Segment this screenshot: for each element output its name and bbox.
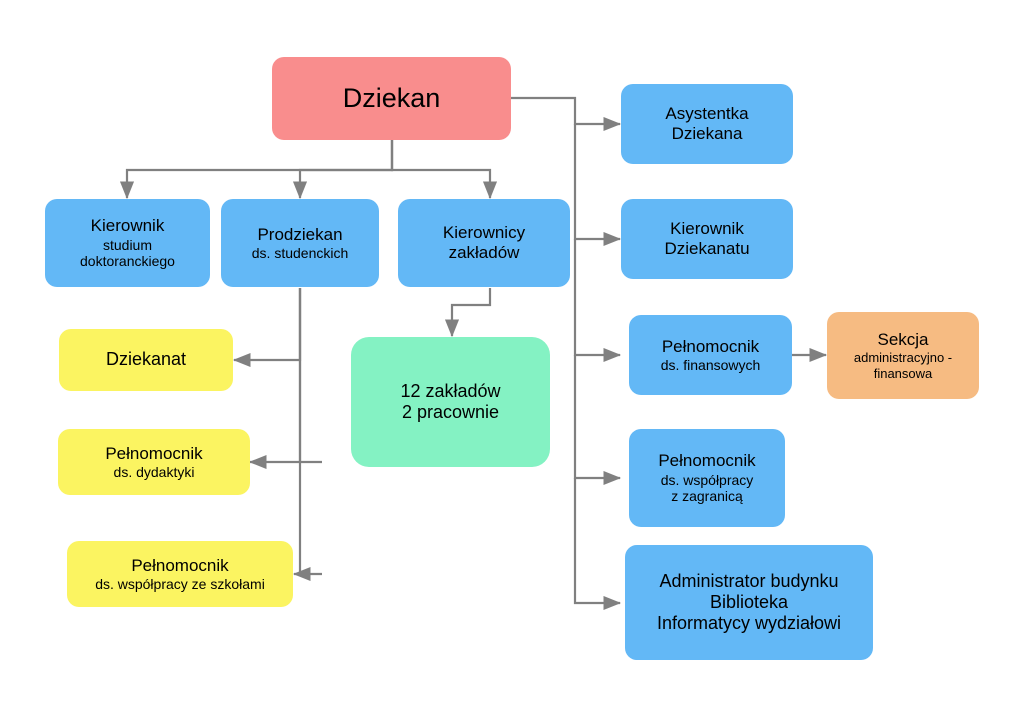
node-dziekanat-line1: Dziekanat <box>105 349 187 370</box>
node-pelnomocnik-dydaktyki-line2: ds. dydaktyki <box>113 463 195 480</box>
node-pelnomocnik-finansowych[interactable] <box>629 315 792 395</box>
node-kierownicy-zakladow-line1: Kierownicy <box>442 222 526 242</box>
node-sekcja-line2: administracyjno - <box>853 350 953 366</box>
node-zaklady-pracownie[interactable] <box>351 337 550 467</box>
node-sekcja-administracyjno-finansowa[interactable] <box>827 312 979 399</box>
node-pelnomocnik-szkoly-line2: ds. współpracy ze szkołami <box>95 575 265 592</box>
node-administrator-line2: Biblioteka <box>709 591 789 612</box>
node-kierownicy-zakladow[interactable] <box>398 199 570 287</box>
node-pelnomocnik-dydaktyki-line1: Pełnomocnik <box>105 443 203 463</box>
node-asystentka-line1: Asystentka <box>665 103 749 123</box>
node-pelnomocnik-dydaktyki[interactable] <box>58 429 250 495</box>
node-kierownicy-zakladow-line2: zakładów <box>448 243 520 262</box>
node-pelnomocnik-finansowych-line1: Pełnomocnik <box>661 336 760 356</box>
node-kierownik-studium-line1: Kierownik <box>90 216 165 236</box>
node-pelnomocnik-zagranica[interactable] <box>629 429 785 527</box>
node-prodziekan-line1: Prodziekan <box>257 224 343 244</box>
node-kierownik-dziekanatu-line1: Kierownik <box>670 218 744 238</box>
node-asystentka-dziekana[interactable] <box>621 84 793 164</box>
node-kierownik-dziekanatu[interactable] <box>621 199 793 279</box>
node-pelnomocnik-finansowych-line2: ds. finansowych <box>660 356 761 373</box>
node-dziekan[interactable] <box>272 57 511 140</box>
node-kierownik-studium-line2: studium <box>102 236 153 253</box>
node-pelnomocnik-szkoly-line1: Pełnomocnik <box>131 555 229 575</box>
node-zaklady-line2: 2 pracownie <box>401 402 500 422</box>
node-asystentka-line2: Dziekana <box>671 124 743 143</box>
node-pelnomocnik-zagranica-line1: Pełnomocnik <box>658 451 756 471</box>
node-sekcja-line1: Sekcja <box>877 330 929 350</box>
node-pelnomocnik-szkoly[interactable] <box>67 541 293 607</box>
node-kierownik-dziekanatu-line2: Dziekanatu <box>664 239 750 258</box>
node-kierownik-studium-line3: doktoranckiego <box>80 253 175 270</box>
node-administrator-biblioteka-informatycy[interactable] <box>625 545 873 660</box>
node-zaklady-line1: 12 zakładów <box>400 380 501 401</box>
node-prodziekan[interactable] <box>221 199 379 287</box>
node-pelnomocnik-zagranica-line3: z zagranicą <box>671 488 743 505</box>
node-pelnomocnik-zagranica-line2: ds. współpracy <box>660 471 754 488</box>
node-sekcja-line3: finansowa <box>873 365 933 381</box>
node-administrator-line1: Administrator budynku <box>659 570 839 591</box>
node-administrator-line3: Informatycy wydziałowi <box>656 613 842 634</box>
node-kierownik-studium[interactable] <box>45 199 210 287</box>
node-dziekanat[interactable] <box>59 329 233 391</box>
node-prodziekan-line2: ds. studenckich <box>251 244 349 261</box>
node-dziekan-line1: Dziekan <box>342 82 441 113</box>
